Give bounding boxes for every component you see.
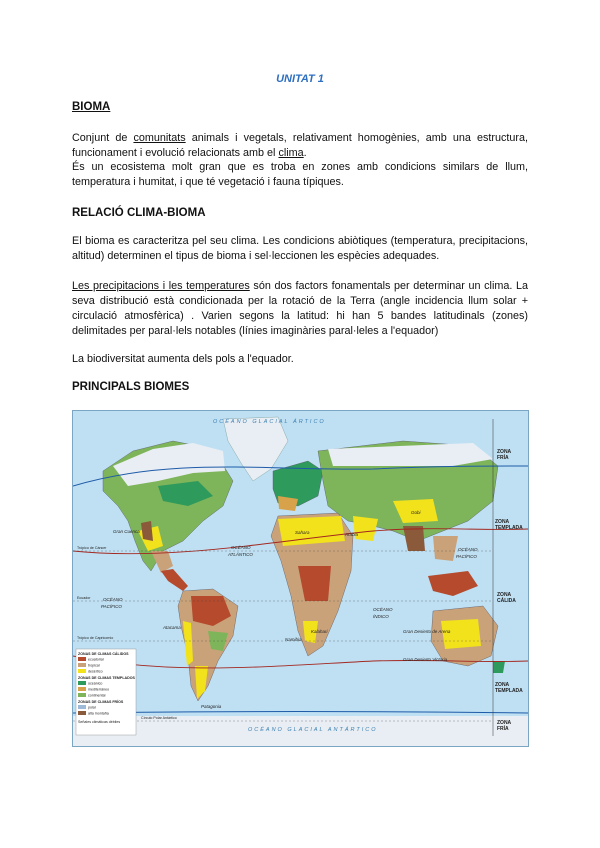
page-title: UNITAT 1 [276,73,324,85]
heading-relacio-clima-bioma: RELACIÓ CLIMA-BIOMA [72,207,206,219]
legend-item: desértico [88,669,103,674]
legend-item: alta montaña [88,711,109,716]
place-sahara: Sahara [295,530,310,535]
line-label-capricornio: Trópico de Capricornio [77,636,114,640]
line-label-ecuador: Ecuador [77,596,91,600]
ocean-label-indian-2: ÍNDICO [373,614,389,619]
legend-item: continental [88,693,106,698]
biomes-world-map [72,410,529,747]
legend-footer: Señales climáticas débiles [78,720,121,724]
legend-item: polar [88,705,96,710]
line-label-polar: Círculo Polar Antártico [141,716,177,720]
text-fragment: són dos factors fonamentals per determinar un clima. La seva distribució està condicionada per la rotació de la Terra (angle incidencia llum solar + circulació atmosfèrica) . Varien segons la latitud: hi han 5 bandes latitudinals (zones) delimitades per paral·lels notables (línies imaginàries paral·leles a l'equador) [72,280,528,337]
ocean-label-pacific-right-1: OCÉANO [458,547,478,552]
ocean-label-atlantic-2: ATLÁNTICO [228,552,253,557]
link-clima[interactable]: clima [278,147,304,159]
zone-label-fria-top-2: FRÍA [497,455,509,461]
link-comunitats[interactable]: comunitats [133,132,186,144]
paragraph-bioma-definition [72,131,528,161]
line-label-cancer: Trópico de Cáncer [77,546,107,550]
zone-label-fria-bottom-2: FRÍA [497,726,509,732]
map-svg [73,411,528,746]
legend-item: oceánico [88,681,103,686]
underlined-text: Les precipitacions i les temperatures [72,280,250,292]
zone-label-templada-top-1: ZONA [495,519,510,525]
paragraph-biodiversitat: La biodiversitat aumenta dels pols a l'equador. [72,353,294,365]
legend-cold-title: ZONAS DE CLIMAS FRÍOS [78,700,124,704]
legend-temp-title: ZONAS DE CLIMAS TEMPLADOS [78,676,135,680]
ocean-label-arctic: OCÉANO GLACIAL ÁRTICO [213,419,326,425]
paragraph-precipitacions [72,279,528,339]
zone-label-templada-bottom-2: TEMPLADA [495,688,523,694]
legend-item: mediterráneo [88,687,110,692]
legend-item: ecuatorial [88,657,104,662]
map-legend [76,649,136,735]
ocean-label-pacific-left-1: OCÉANO [103,597,123,602]
zone-label-calida-2: CÁLIDA [497,598,516,604]
place-kalahari: Kalahari [311,629,328,634]
heading-principals-biomes: PRINCIPALS BIOMES [72,381,190,393]
place-gran-cuenca: Gran Cuenca [113,529,140,534]
zone-label-fria-bottom-1: ZONA [497,720,512,726]
text-fragment: Conjunt de [72,132,134,144]
ocean-label-antarctic: OCÉANO GLACIAL ANTÁRTICO [248,727,378,733]
zone-label-templada-top-2: TEMPLADA [495,525,523,531]
place-gran-desierto-arena: Gran Desierto de Arena [403,629,451,634]
place-atacama: Atacama [163,625,181,630]
text-fragment: . [303,147,307,159]
place-arabia: Arabia [345,532,359,537]
zone-label-calida-1: ZONA [497,592,512,598]
heading-bioma: BIOMA [72,101,111,113]
legend-item: tropical [88,663,100,668]
place-gran-desierto-victoria: Gran Desierto Victoria [403,657,448,662]
place-namibia: Namibia [285,637,302,642]
ocean-label-pacific-right-2: PACÍFICO [456,554,477,559]
ocean-label-atlantic-1: OCÉANO [231,545,251,550]
text-fragment: animals i vegetals, relativament homogènies, amb una estructura, funcionament i evolució relacionats amb el [72,132,528,159]
paragraph-clima: El bioma es caracteritza pel seu clima. Les condicions abiòtiques (temperatura, precipitacions, altitud) determinen el tipus de bioma i sel·leccionen les espècies adequades. [72,235,528,262]
zone-label-templada-bottom-1: ZONA [495,682,510,688]
paragraph-ecosistema: És un ecosistema molt gran que es troba en zones amb condicions similars de llum, temperatura i humitat, i que té vegetació i fauna típiques. [72,161,528,188]
place-gobi: Gobi [411,510,421,515]
legend-hot-title: ZONAS DE CLIMAS CÁLIDOS [78,652,129,656]
ocean-label-indian-1: OCÉANO [373,607,393,612]
zone-label-fria-top-1: ZONA [497,449,512,455]
ocean-label-pacific-left-2: PACÍFICO [101,604,122,609]
place-patagonia: Patagonia [201,704,222,709]
